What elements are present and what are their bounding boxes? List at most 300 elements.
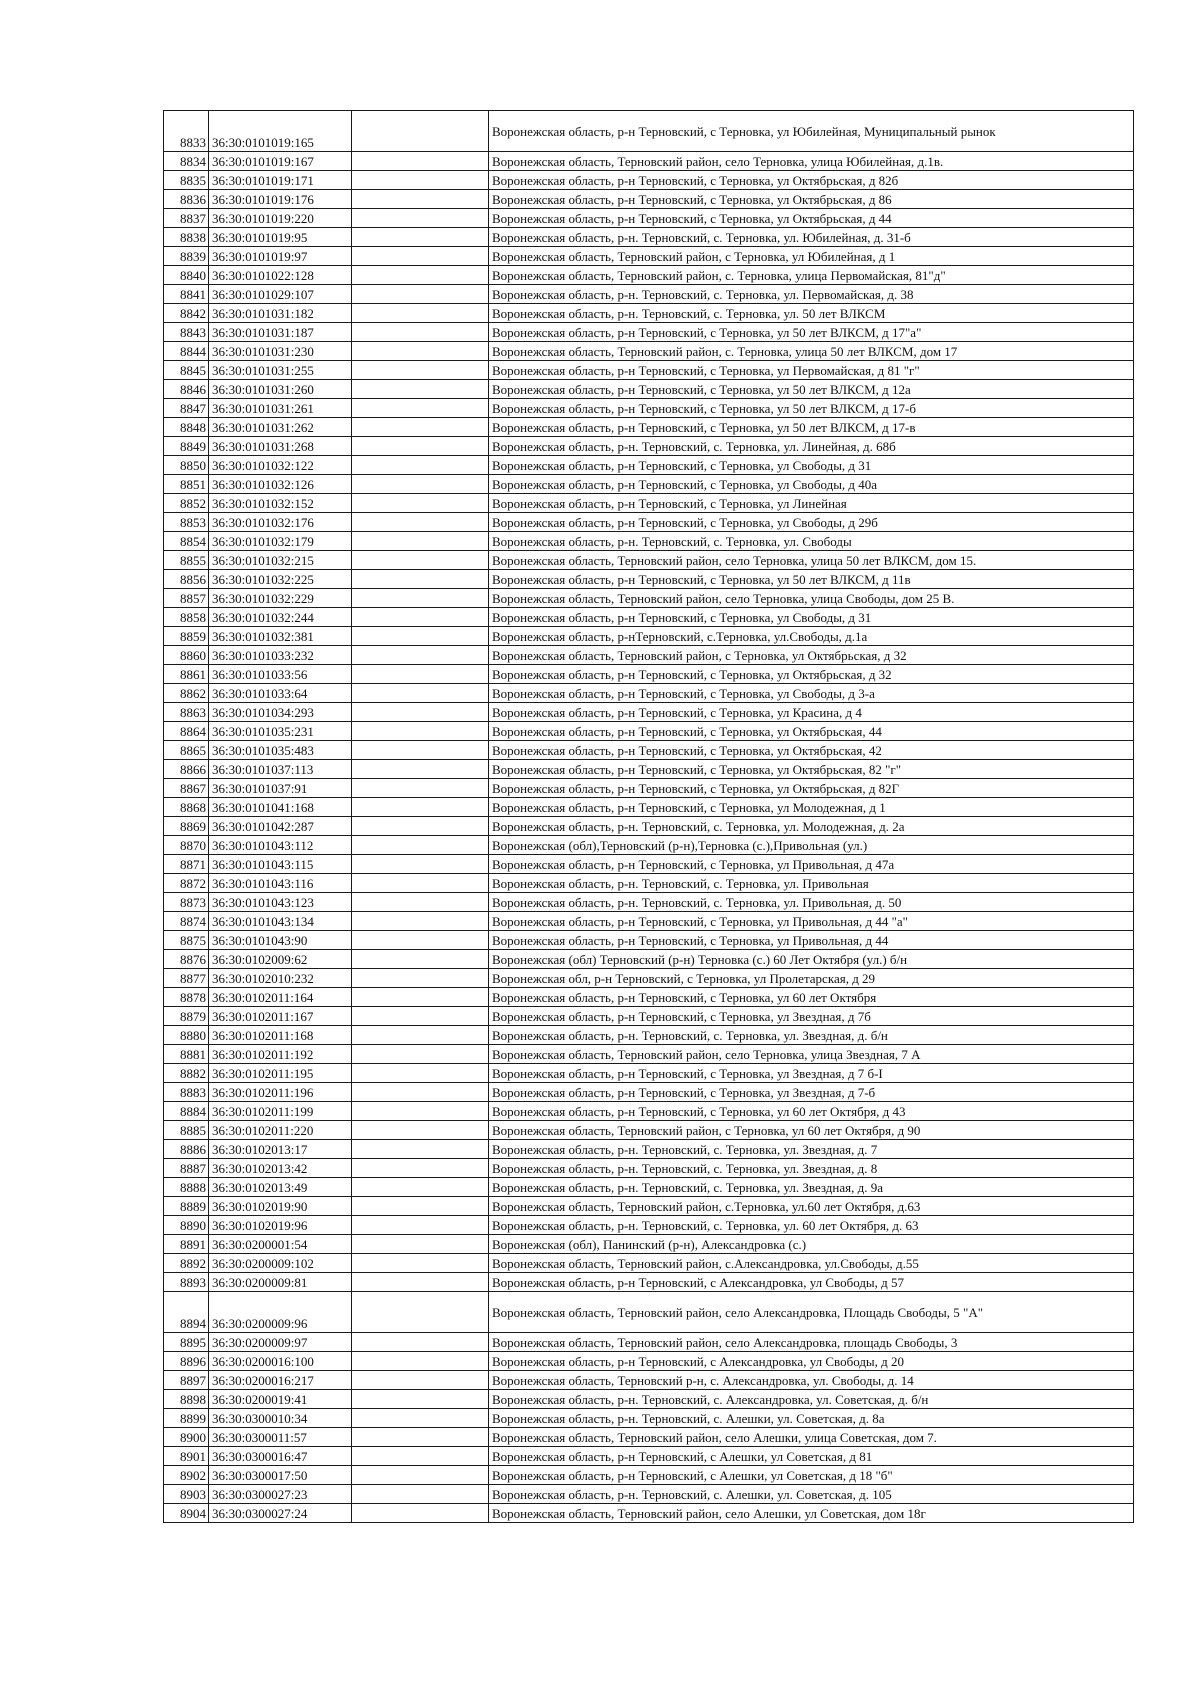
cadastral-number-cell: 36:30:0300011:57	[209, 1428, 352, 1447]
address-cell: Воронежская область, Терновский район, село Терновка, улица Юбилейная, д.1в.	[489, 152, 1134, 171]
row-number-cell: 8878	[164, 988, 209, 1007]
row-number-cell: 8876	[164, 950, 209, 969]
empty-cell	[352, 209, 489, 228]
table-row	[164, 589, 1134, 608]
table-row	[164, 779, 1134, 798]
row-number-cell: 8901	[164, 1447, 209, 1466]
row-number-cell: 8872	[164, 874, 209, 893]
row-number-cell: 8851	[164, 475, 209, 494]
table-row	[164, 1140, 1134, 1159]
cadastral-number-cell: 36:30:0200009:97	[209, 1333, 352, 1352]
table-row	[164, 494, 1134, 513]
cadastral-number-cell: 36:30:0101043:115	[209, 855, 352, 874]
row-number-cell: 8845	[164, 361, 209, 380]
cadastral-number-cell: 36:30:0101033:56	[209, 665, 352, 684]
address-cell: Воронежская область, р-н Терновский, с Алешки, ул Советская, д 18 "б"	[489, 1466, 1134, 1485]
table-row	[164, 266, 1134, 285]
cadastral-number-cell: 36:30:0101019:220	[209, 209, 352, 228]
table-row	[164, 646, 1134, 665]
address-cell: Воронежская область, р-н Терновский, с Александровка, ул Свободы, д 57	[489, 1273, 1134, 1292]
cadastral-number-cell: 36:30:0101034:293	[209, 703, 352, 722]
empty-cell	[352, 608, 489, 627]
address-cell: Воронежская область, р-н. Терновский, с. Терновка, ул. Звездная, д. б/н	[489, 1026, 1134, 1045]
empty-cell	[352, 285, 489, 304]
cadastral-number-cell: 36:30:0102019:90	[209, 1197, 352, 1216]
empty-cell	[352, 760, 489, 779]
cadastral-number-cell: 36:30:0101019:176	[209, 190, 352, 209]
cadastral-number-cell: 36:30:0300016:47	[209, 1447, 352, 1466]
address-cell: Воронежская область, р-н Терновский, с Терновка, ул Юбилейная, Муниципальный рынок	[489, 111, 1134, 152]
row-number-cell: 8899	[164, 1409, 209, 1428]
address-cell: Воронежская область, р-н Терновский, с Терновка, ул 50 лет ВЛКСМ, д 11в	[489, 570, 1134, 589]
row-number-cell: 8863	[164, 703, 209, 722]
table-row	[164, 722, 1134, 741]
cadastral-number-cell: 36:30:0200001:54	[209, 1235, 352, 1254]
address-cell: Воронежская область, р-н. Терновский, с. Терновка, ул. Звездная, д. 7	[489, 1140, 1134, 1159]
address-cell: Воронежская область, р-н Терновский, с Терновка, ул Свободы, д 40а	[489, 475, 1134, 494]
table-row	[164, 1007, 1134, 1026]
cadastral-number-cell: 36:30:0200009:81	[209, 1273, 352, 1292]
table-row	[164, 741, 1134, 760]
table-row	[164, 608, 1134, 627]
cadastral-number-cell: 36:30:0101019:97	[209, 247, 352, 266]
table-row	[164, 1292, 1134, 1333]
address-cell: Воронежская область, р-н Терновский, с Алешки, ул Советская, д 81	[489, 1447, 1134, 1466]
address-cell: Воронежская область, Терновский район, с.Терновка, ул.60 лет Октября, д.63	[489, 1197, 1134, 1216]
cadastral-number-cell: 36:30:0101032:126	[209, 475, 352, 494]
cadastral-number-cell: 36:30:0101031:230	[209, 342, 352, 361]
empty-cell	[352, 399, 489, 418]
row-number-cell: 8871	[164, 855, 209, 874]
row-number-cell: 8853	[164, 513, 209, 532]
row-number-cell: 8893	[164, 1273, 209, 1292]
row-number-cell: 8886	[164, 1140, 209, 1159]
row-number-cell: 8895	[164, 1333, 209, 1352]
cadastral-number-cell: 36:30:0300017:50	[209, 1466, 352, 1485]
address-cell: Воронежская область, р-н. Терновский, с. Терновка, ул. 50 лет ВЛКСМ	[489, 304, 1134, 323]
empty-cell	[352, 1216, 489, 1235]
empty-cell	[352, 570, 489, 589]
table-row	[164, 950, 1134, 969]
cadastral-number-cell: 36:30:0101033:64	[209, 684, 352, 703]
table-row	[164, 1254, 1134, 1273]
empty-cell	[352, 1485, 489, 1504]
row-number-cell: 8852	[164, 494, 209, 513]
address-cell: Воронежская область, Терновский район, село Терновка, улица Звездная, 7 А	[489, 1045, 1134, 1064]
row-number-cell: 8857	[164, 589, 209, 608]
empty-cell	[352, 703, 489, 722]
address-cell: Воронежская область, р-н. Терновский, с. Алешки, ул. Советская, д. 8а	[489, 1409, 1134, 1428]
empty-cell	[352, 1447, 489, 1466]
cadastral-number-cell: 36:30:0101019:95	[209, 228, 352, 247]
address-cell: Воронежская область, р-н Терновский, с Терновка, ул Октябрьская, 44	[489, 722, 1134, 741]
table-row	[164, 1428, 1134, 1447]
cadastral-number-cell: 36:30:0102011:195	[209, 1064, 352, 1083]
empty-cell	[352, 266, 489, 285]
table-row	[164, 380, 1134, 399]
empty-cell	[352, 684, 489, 703]
table-row	[164, 855, 1134, 874]
address-cell: Воронежская область, Терновский район, село Алешки, ул Советская, дом 18г	[489, 1504, 1134, 1523]
empty-cell	[352, 1064, 489, 1083]
row-number-cell: 8848	[164, 418, 209, 437]
row-number-cell: 8892	[164, 1254, 209, 1273]
table-row	[164, 437, 1134, 456]
row-number-cell: 8888	[164, 1178, 209, 1197]
table-row	[164, 342, 1134, 361]
table-row	[164, 1102, 1134, 1121]
empty-cell	[352, 247, 489, 266]
address-cell: Воронежская область, р-н Терновский, с Терновка, ул 60 лет Октября	[489, 988, 1134, 1007]
row-number-cell: 8874	[164, 912, 209, 931]
empty-cell	[352, 589, 489, 608]
address-cell: Воронежская область, р-н Терновский, с Терновка, ул Октябрьская, д 44	[489, 209, 1134, 228]
address-cell: Воронежская область, р-н Терновский, с Терновка, ул 50 лет ВЛКСМ, д 17-в	[489, 418, 1134, 437]
empty-cell	[352, 1159, 489, 1178]
cadastral-number-cell: 36:30:0101019:171	[209, 171, 352, 190]
address-cell: Воронежская область, р-н. Терновский, с. Терновка, ул. Привольная	[489, 874, 1134, 893]
row-number-cell: 8877	[164, 969, 209, 988]
address-cell: Воронежская область, Терновский район, село Терновка, улица Свободы, дом 25 В.	[489, 589, 1134, 608]
cadastral-number-cell: 36:30:0101022:128	[209, 266, 352, 285]
table-row	[164, 969, 1134, 988]
cadastral-number-cell: 36:30:0102011:168	[209, 1026, 352, 1045]
empty-cell	[352, 874, 489, 893]
address-cell: Воронежская область, р-н. Терновский, с. Александровка, ул. Советская, д. б/н	[489, 1390, 1134, 1409]
address-cell: Воронежская область, Терновский район, с. Терновка, улица Первомайская, 81"д"	[489, 266, 1134, 285]
table-row	[164, 1273, 1134, 1292]
empty-cell	[352, 912, 489, 931]
row-number-cell: 8887	[164, 1159, 209, 1178]
empty-cell	[352, 1371, 489, 1390]
cadastral-number-cell: 36:30:0101031:261	[209, 399, 352, 418]
address-cell: Воронежская область, р-н Терновский, с Терновка, ул Свободы, д 29б	[489, 513, 1134, 532]
row-number-cell: 8861	[164, 665, 209, 684]
row-number-cell: 8860	[164, 646, 209, 665]
address-cell: Воронежская область, р-н Терновский, с Терновка, ул 50 лет ВЛКСМ, д 17"а"	[489, 323, 1134, 342]
address-cell: Воронежская область, р-н. Терновский, с. Алешки, ул. Советская, д. 105	[489, 1485, 1134, 1504]
cadastral-number-cell: 36:30:0200009:102	[209, 1254, 352, 1273]
row-number-cell: 8856	[164, 570, 209, 589]
address-cell: Воронежская область, р-н. Терновский, с. Терновка, ул. Звездная, д. 8	[489, 1159, 1134, 1178]
empty-cell	[352, 190, 489, 209]
table-row	[164, 152, 1134, 171]
address-cell: Воронежская область, Терновский район, с. Терновка, улица 50 лет ВЛКСМ, дом 17	[489, 342, 1134, 361]
table-row	[164, 190, 1134, 209]
empty-cell	[352, 1045, 489, 1064]
row-number-cell: 8862	[164, 684, 209, 703]
row-number-cell: 8834	[164, 152, 209, 171]
cadastral-number-cell: 36:30:0102011:199	[209, 1102, 352, 1121]
address-cell: Воронежская (обл) Терновский (р-н) Терновка (с.) 60 Лет Октября (ул.) б/н	[489, 950, 1134, 969]
cadastral-number-cell: 36:30:0101043:112	[209, 836, 352, 855]
empty-cell	[352, 1273, 489, 1292]
cadastral-number-cell: 36:30:0102010:232	[209, 969, 352, 988]
table-row	[164, 912, 1134, 931]
address-cell: Воронежская область, р-н Терновский, с Терновка, ул Звездная, д 7-б	[489, 1083, 1134, 1102]
cadastral-number-cell: 36:30:0101032:152	[209, 494, 352, 513]
table-row	[164, 209, 1134, 228]
row-number-cell: 8840	[164, 266, 209, 285]
address-cell: Воронежская область, р-н Терновский, с Терновка, ул Октябрьская, д 32	[489, 665, 1134, 684]
address-cell: Воронежская область, Терновский район, с Терновка, ул Октябрьская, д 32	[489, 646, 1134, 665]
address-cell: Воронежская область, Терновский район, село Александровка, площадь Свободы, 3	[489, 1333, 1134, 1352]
row-number-cell: 8835	[164, 171, 209, 190]
empty-cell	[352, 1140, 489, 1159]
table-row	[164, 1121, 1134, 1140]
address-cell: Воронежская область, Терновский район, село Александровка, Площадь Свободы, 5 "А"	[489, 1292, 1134, 1333]
row-number-cell: 8879	[164, 1007, 209, 1026]
table-row	[164, 1447, 1134, 1466]
cadastral-number-cell: 36:30:0102013:17	[209, 1140, 352, 1159]
cadastral-number-cell: 36:30:0101037:113	[209, 760, 352, 779]
cadastral-number-cell: 36:30:0101031:262	[209, 418, 352, 437]
address-cell: Воронежская область, р-н Терновский, с Терновка, ул Октябрьская, д 82б	[489, 171, 1134, 190]
cadastral-number-cell: 36:30:0101031:255	[209, 361, 352, 380]
address-cell: Воронежская область, р-н Терновский, с Терновка, ул Звездная, д 7б	[489, 1007, 1134, 1026]
cadastral-number-cell: 36:30:0102019:96	[209, 1216, 352, 1235]
address-cell: Воронежская область, р-н Терновский, с Терновка, ул Красина, д 4	[489, 703, 1134, 722]
cadastral-number-cell: 36:30:0101043:134	[209, 912, 352, 931]
empty-cell	[352, 931, 489, 950]
table-row	[164, 836, 1134, 855]
address-cell: Воронежская область, р-н. Терновский, с. Терновка, ул. Юбилейная, д. 31-б	[489, 228, 1134, 247]
empty-cell	[352, 1121, 489, 1140]
row-number-cell: 8849	[164, 437, 209, 456]
address-cell: Воронежская область, р-н. Терновский, с. Терновка, ул. Первомайская, д. 38	[489, 285, 1134, 304]
table-row	[164, 1504, 1134, 1523]
empty-cell	[352, 323, 489, 342]
cadastral-number-cell: 36:30:0101032:122	[209, 456, 352, 475]
address-cell: Воронежская обл, р-н Терновский, с Терновка, ул Пролетарская, д 29	[489, 969, 1134, 988]
row-number-cell: 8890	[164, 1216, 209, 1235]
table-row	[164, 1333, 1134, 1352]
address-cell: Воронежская область, р-н Терновский, с Терновка, ул Молодежная, д 1	[489, 798, 1134, 817]
table-row	[164, 1197, 1134, 1216]
row-number-cell: 8865	[164, 741, 209, 760]
empty-cell	[352, 1333, 489, 1352]
table-row	[164, 1045, 1134, 1064]
row-number-cell: 8842	[164, 304, 209, 323]
empty-cell	[352, 456, 489, 475]
address-cell: Воронежская область, Терновский район, село Алешки, улица Советская, дом 7.	[489, 1428, 1134, 1447]
empty-cell	[352, 304, 489, 323]
row-number-cell: 8880	[164, 1026, 209, 1045]
cadastral-number-cell: 36:30:0200016:100	[209, 1352, 352, 1371]
empty-cell	[352, 817, 489, 836]
empty-cell	[352, 779, 489, 798]
table-row	[164, 456, 1134, 475]
row-number-cell: 8836	[164, 190, 209, 209]
cadastral-number-cell: 36:30:0101032:179	[209, 532, 352, 551]
row-number-cell: 8866	[164, 760, 209, 779]
table-row	[164, 361, 1134, 380]
empty-cell	[352, 551, 489, 570]
row-number-cell: 8850	[164, 456, 209, 475]
empty-cell	[352, 513, 489, 532]
empty-cell	[352, 855, 489, 874]
table-row	[164, 817, 1134, 836]
table-row	[164, 665, 1134, 684]
address-cell: Воронежская область, р-н Терновский, с Терновка, ул Октябрьская, д 86	[489, 190, 1134, 209]
cadastral-number-cell: 36:30:0101041:168	[209, 798, 352, 817]
empty-cell	[352, 741, 489, 760]
empty-cell	[352, 1026, 489, 1045]
address-cell: Воронежская область, р-нТерновский, с.Терновка, ул.Свободы, д.1а	[489, 627, 1134, 646]
table-row	[164, 111, 1134, 152]
cadastral-number-cell: 36:30:0101032:225	[209, 570, 352, 589]
table-row	[164, 1466, 1134, 1485]
empty-cell	[352, 646, 489, 665]
empty-cell	[352, 380, 489, 399]
empty-cell	[352, 1102, 489, 1121]
cadastral-number-cell: 36:30:0300027:23	[209, 1485, 352, 1504]
row-number-cell: 8869	[164, 817, 209, 836]
row-number-cell: 8847	[164, 399, 209, 418]
table-row	[164, 1083, 1134, 1102]
table-row	[164, 874, 1134, 893]
table-row	[164, 798, 1134, 817]
cadastral-number-cell: 36:30:0101043:116	[209, 874, 352, 893]
address-cell: Воронежская область, р-н. Терновский, с. Терновка, ул. 60 лет Октября, д. 63	[489, 1216, 1134, 1235]
address-cell: Воронежская область, р-н. Терновский, с. Терновка, ул. Звездная, д. 9а	[489, 1178, 1134, 1197]
cadastral-number-cell: 36:30:0101035:231	[209, 722, 352, 741]
address-cell: Воронежская область, р-н Терновский, с Терновка, ул 50 лет ВЛКСМ, д 17-б	[489, 399, 1134, 418]
table-row	[164, 1485, 1134, 1504]
address-cell: Воронежская область, р-н Терновский, с Терновка, ул 50 лет ВЛКСМ, д 12а	[489, 380, 1134, 399]
cadastral-number-cell: 36:30:0300010:34	[209, 1409, 352, 1428]
cadastral-number-cell: 36:30:0101019:165	[209, 111, 352, 152]
cadastral-number-cell: 36:30:0101042:287	[209, 817, 352, 836]
cadastral-number-cell: 36:30:0300027:24	[209, 1504, 352, 1523]
address-cell: Воронежская область, р-н Терновский, с Терновка, ул 60 лет Октября, д 43	[489, 1102, 1134, 1121]
empty-cell	[352, 1409, 489, 1428]
row-number-cell: 8858	[164, 608, 209, 627]
empty-cell	[352, 1428, 489, 1447]
empty-cell	[352, 893, 489, 912]
table-row	[164, 988, 1134, 1007]
empty-cell	[352, 665, 489, 684]
empty-cell	[352, 1083, 489, 1102]
table-row	[164, 1064, 1134, 1083]
cadastral-number-cell: 36:30:0101043:123	[209, 893, 352, 912]
table-row	[164, 1026, 1134, 1045]
table-row	[164, 1371, 1134, 1390]
table-row	[164, 1235, 1134, 1254]
cadastral-number-cell: 36:30:0200009:96	[209, 1292, 352, 1333]
table-row	[164, 703, 1134, 722]
row-number-cell: 8884	[164, 1102, 209, 1121]
table-row	[164, 475, 1134, 494]
table-row	[164, 171, 1134, 190]
address-cell: Воронежская область, р-н Терновский, с Терновка, ул Привольная, д 44	[489, 931, 1134, 950]
table-row	[164, 1178, 1134, 1197]
empty-cell	[352, 228, 489, 247]
row-number-cell: 8868	[164, 798, 209, 817]
row-number-cell: 8873	[164, 893, 209, 912]
cadastral-number-cell: 36:30:0102011:164	[209, 988, 352, 1007]
cadastral-registry-table	[163, 110, 1134, 1523]
cadastral-number-cell: 36:30:0101032:215	[209, 551, 352, 570]
cadastral-number-cell: 36:30:0101031:187	[209, 323, 352, 342]
row-number-cell: 8875	[164, 931, 209, 950]
table-row	[164, 247, 1134, 266]
address-cell: Воронежская область, р-н Терновский, с Терновка, ул Звездная, д 7 б-I	[489, 1064, 1134, 1083]
cadastral-number-cell: 36:30:0101032:244	[209, 608, 352, 627]
cadastral-number-cell: 36:30:0101032:381	[209, 627, 352, 646]
address-cell: Воронежская область, р-н Терновский, с Терновка, ул Привольная, д 47а	[489, 855, 1134, 874]
cadastral-number-cell: 36:30:0101029:107	[209, 285, 352, 304]
table-row	[164, 570, 1134, 589]
row-number-cell: 8859	[164, 627, 209, 646]
row-number-cell: 8870	[164, 836, 209, 855]
row-number-cell: 8900	[164, 1428, 209, 1447]
empty-cell	[352, 342, 489, 361]
row-number-cell: 8864	[164, 722, 209, 741]
empty-cell	[352, 969, 489, 988]
empty-cell	[352, 111, 489, 152]
table-row	[164, 627, 1134, 646]
empty-cell	[352, 1466, 489, 1485]
cadastral-number-cell: 36:30:0101031:268	[209, 437, 352, 456]
empty-cell	[352, 532, 489, 551]
row-number-cell: 8894	[164, 1292, 209, 1333]
empty-cell	[352, 1254, 489, 1273]
address-cell: Воронежская область, Терновский район, село Терновка, улица 50 лет ВЛКСМ, дом 15.	[489, 551, 1134, 570]
row-number-cell: 8889	[164, 1197, 209, 1216]
table-row	[164, 399, 1134, 418]
address-cell: Воронежская область, р-н. Терновский, с. Терновка, ул. Линейная, д. 68б	[489, 437, 1134, 456]
empty-cell	[352, 988, 489, 1007]
empty-cell	[352, 171, 489, 190]
address-cell: Воронежская область, р-н Терновский, с Терновка, ул Свободы, д 3-а	[489, 684, 1134, 703]
table-row	[164, 513, 1134, 532]
address-cell: Воронежская область, Терновский район, с Терновка, ул 60 лет Октября, д 90	[489, 1121, 1134, 1140]
address-cell: Воронежская область, р-н Терновский, с Терновка, ул Октябрьская, 42	[489, 741, 1134, 760]
cadastral-number-cell: 36:30:0101031:182	[209, 304, 352, 323]
empty-cell	[352, 798, 489, 817]
empty-cell	[352, 1197, 489, 1216]
empty-cell	[352, 1504, 489, 1523]
cadastral-number-cell: 36:30:0101032:229	[209, 589, 352, 608]
cadastral-number-cell: 36:30:0200016:217	[209, 1371, 352, 1390]
row-number-cell: 8844	[164, 342, 209, 361]
table-row	[164, 304, 1134, 323]
table-row	[164, 1390, 1134, 1409]
table-row	[164, 1409, 1134, 1428]
empty-cell	[352, 627, 489, 646]
table-row	[164, 532, 1134, 551]
cadastral-number-cell: 36:30:0101031:260	[209, 380, 352, 399]
empty-cell	[352, 361, 489, 380]
row-number-cell: 8896	[164, 1352, 209, 1371]
empty-cell	[352, 1235, 489, 1254]
table-row	[164, 893, 1134, 912]
table-row	[164, 684, 1134, 703]
table-row	[164, 1216, 1134, 1235]
empty-cell	[352, 1352, 489, 1371]
row-number-cell: 8846	[164, 380, 209, 399]
address-cell: Воронежская область, р-н. Терновский, с. Терновка, ул. Привольная, д. 50	[489, 893, 1134, 912]
address-cell: Воронежская (обл),Терновский (р-н),Терновка (с.),Привольная (ул.)	[489, 836, 1134, 855]
address-cell: Воронежская область, р-н Терновский, с Терновка, ул Октябрьская, 82 "г"	[489, 760, 1134, 779]
address-cell: Воронежская область, р-н Терновский, с Терновка, ул Свободы, д 31	[489, 456, 1134, 475]
address-cell: Воронежская область, р-н Терновский, с Терновка, ул Линейная	[489, 494, 1134, 513]
cadastral-number-cell: 36:30:0102013:49	[209, 1178, 352, 1197]
table-body	[164, 111, 1134, 1523]
table-row	[164, 323, 1134, 342]
row-number-cell: 8855	[164, 551, 209, 570]
